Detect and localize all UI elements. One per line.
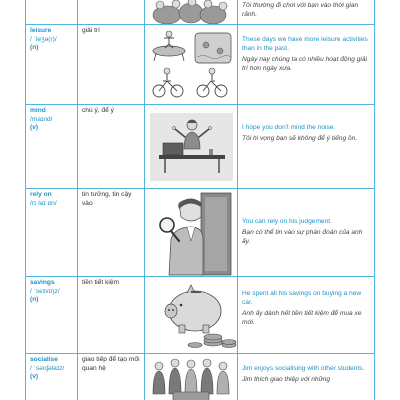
example-vietnamese: Bạn có thể tin vào sự phán đoán của anh ấy. <box>242 229 363 246</box>
example-vietnamese: Anh ấy dành hết tiền tiết kiệm để mua xe mới. <box>242 310 362 327</box>
example-cell <box>238 354 375 400</box>
table-row <box>26 0 375 25</box>
meaning-cell <box>78 0 145 25</box>
vocab-ipa: / ˈleʒə(r)/ <box>30 35 57 43</box>
vocab-meaning: tiền tiết kiệm <box>82 279 120 286</box>
vocab-word: savings <box>30 279 55 286</box>
word-cell <box>26 25 78 105</box>
vocab-pos: (v) <box>30 124 39 132</box>
picture-cell <box>145 277 238 354</box>
example-english: I hope you don't mind the noise. <box>242 124 336 131</box>
vocab-word: socialise <box>30 356 58 363</box>
example-vietnamese: Jim thích giao thiệp với những <box>242 376 331 384</box>
picture-cell <box>145 354 238 400</box>
word-cell <box>26 0 78 25</box>
table-row <box>26 105 375 189</box>
example-cell <box>238 277 375 354</box>
picture-cell <box>145 189 238 277</box>
vocab-meaning: giao tiếp để tạo mối quan hệ <box>82 356 140 372</box>
word-cell <box>26 189 78 277</box>
example-english: Jim enjoys socialising with other students. <box>242 365 365 372</box>
vocab-pos: (n) <box>30 44 39 52</box>
example-vietnamese: Tôi thường đi chơi với bạn vào thời gian rảnh. <box>242 2 359 19</box>
meaning-cell <box>78 189 145 277</box>
vocab-ipa: / ˈseɪvɪŋz/ <box>30 287 60 295</box>
vocab-ipa: /maɪnd/ <box>30 115 53 123</box>
example-cell <box>238 189 375 277</box>
word-cell <box>26 105 78 189</box>
vocab-word: mind <box>30 107 46 114</box>
vocabulary-table <box>25 0 375 400</box>
picture-cell <box>145 105 238 189</box>
vocab-ipa: / ˈsəʊʃəlaɪz/ <box>30 364 65 372</box>
meaning-cell <box>78 105 145 189</box>
vocab-pos: (v) <box>30 373 39 381</box>
example-vietnamese: Ngày nay chúng ta có nhiều hoạt động giải trí hơn ngày xưa. <box>242 56 368 73</box>
meaning-cell <box>78 25 145 105</box>
vocab-word: rely on <box>30 191 52 198</box>
meaning-cell <box>78 354 145 400</box>
word-cell <box>26 277 78 354</box>
vocab-meaning: giải trí <box>82 27 100 34</box>
example-cell <box>238 0 375 25</box>
vocab-ipa: /rɪ laɪ ɒn/ <box>30 199 57 207</box>
table-row <box>26 25 375 105</box>
vocab-word: leisure <box>30 27 52 34</box>
example-english: These days we have more leisure activities than in the past. <box>242 36 368 53</box>
table-row <box>26 277 375 354</box>
example-cell <box>238 25 375 105</box>
example-english: You can rely on his judgement. <box>242 218 332 225</box>
vocab-pos: (n) <box>30 296 39 304</box>
vocab-meaning: chú ý, để ý <box>82 107 114 114</box>
example-vietnamese: Tôi hi vọng bạn sẽ không để ý tiếng ồn. <box>242 135 358 143</box>
table-row <box>26 189 375 277</box>
example-cell <box>238 105 375 189</box>
vocab-meaning: tin tưởng, tin cậy vào <box>82 191 132 207</box>
meaning-cell <box>78 277 145 354</box>
example-english: He spent all his savings on buying a new car. <box>242 290 362 307</box>
picture-cell <box>145 0 238 25</box>
table-row <box>26 354 375 400</box>
word-cell <box>26 354 78 400</box>
picture-cell <box>145 25 238 105</box>
